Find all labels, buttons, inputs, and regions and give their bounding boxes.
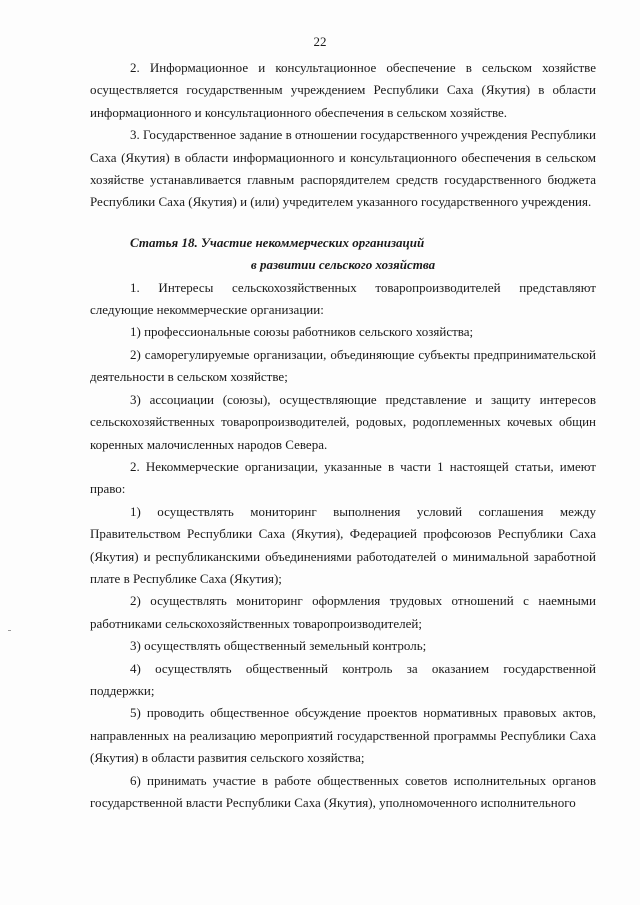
list-item-associations: 3) ассоциации (союзы), осуществляющие представление и защиту интересов сельскохозяйственных товаропроизводителей, родовых, родоплеменных кочевых общин коренных малочисленных народов Севера.	[90, 391, 596, 452]
document-body	[90, 57, 596, 814]
list-item-monitoring-labor: 2) осуществлять мониторинг оформления трудовых отношений с наемными работниками сельскохозяйственных товаропроизводителей;	[90, 593, 596, 631]
list-item-land-control: 3) осуществлять общественный земельный контроль;	[130, 638, 427, 654]
list-item-monitoring-agreement: 1) осуществлять мониторинг выполнения условий соглашения между Правительством Республики Саха (Якутия), Федерацией профсоюзов Республики Саха (Якутия) и республиканскими объединениями работодателей о минимальной заработной плате в Республике Саха (Якутия);	[90, 503, 596, 586]
article-title-line-2: в развитии сельского хозяйства	[250, 257, 436, 273]
paragraph-state-assignment: 3. Государственное задание в отношении государственного учреждения Республики Саха (Якутия) в области информационного и консультационного обеспечения в сельском хозяйстве устанавливается главным распорядителем средств государственного бюджета Республики Саха (Якутия) и (или) учредителем указанного государственного учреждения.	[90, 127, 596, 210]
article-title-line-1: Статья 18. Участие некоммерческих организаций	[130, 234, 425, 250]
paragraph-part-2-intro: 2. Некоммерческие организации, указанные в части 1 настоящей статьи, имеют право:	[90, 458, 596, 497]
paragraph-part-1-intro: 1. Интересы сельскохозяйственных товаропроизводителей представляют следующие некоммерческие организации:	[90, 279, 596, 318]
list-item-trade-unions: 1) профессиональные союзы работников сельского хозяйства;	[130, 324, 474, 340]
list-item-public-control: 4) осуществлять общественный контроль за оказанием государственной поддержки;	[90, 660, 596, 698]
list-item-self-regulated-orgs: 2) саморегулируемые организации, объединяющие субъекты предпринимательской деятельности в сельском хозяйстве;	[90, 346, 596, 385]
article-heading	[90, 232, 596, 277]
scan-margin-mark	[8, 630, 11, 631]
page-number: 22	[313, 34, 327, 49]
list-item-public-councils: 6) принимать участие в работе общественных советов исполнительных органов государственной власти Республики Саха (Якутия), уполномоченного исполнительного	[90, 772, 596, 810]
list-item-public-discussion: 5) проводить общественное обсуждение проектов нормативных правовых актов, направленных на реализацию мероприятий государственной программы Республики Саха (Якутия) в области развития сельского хозяйства;	[90, 705, 596, 766]
paragraph-information-support: 2. Информационное и консультационное обеспечение в сельском хозяйстве осуществляется государственным учреждением Республики Саха (Якутия) в области информационного и консультационного обеспечения в сельском хозяйстве.	[90, 60, 596, 120]
